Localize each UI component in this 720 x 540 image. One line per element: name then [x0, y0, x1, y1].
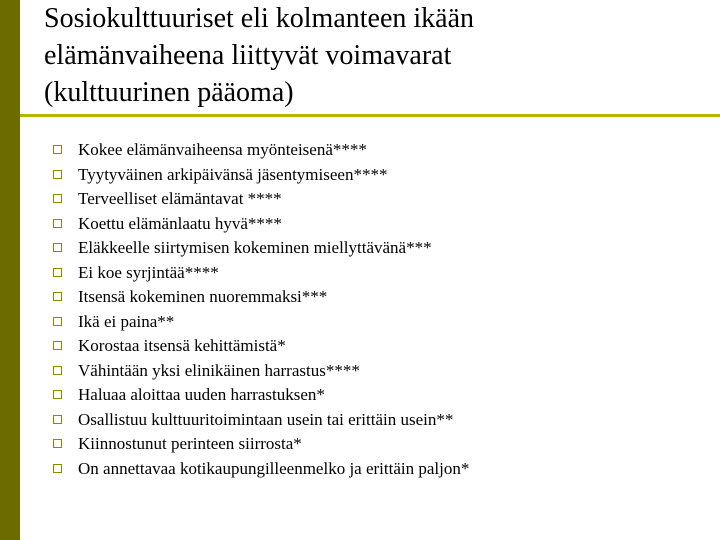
title-line: Sosiokulttuuriset eli kolmanteen ikään [44, 3, 475, 34]
list-item-text: Tyytyväinen arkipäivänsä jäsentymiseen**** [78, 164, 388, 184]
hollow-square-bullet-icon [53, 317, 62, 326]
list-item-text: Ei koe syrjintää**** [78, 262, 219, 282]
hollow-square-bullet-icon [53, 390, 62, 399]
list-item-text: Vähintään yksi elinikäinen harrastus**** [78, 360, 360, 380]
list-item [48, 187, 469, 212]
hollow-square-bullet-icon [53, 219, 62, 228]
title-divider [20, 114, 720, 117]
list-item [48, 457, 469, 482]
list-item [48, 334, 469, 359]
list-item-text: On annettavaa kotikaupungilleenmelko ja erittäin paljon* [78, 458, 470, 478]
hollow-square-bullet-icon [53, 415, 62, 424]
list-item [48, 310, 469, 335]
title-line: elämänvaiheena liittyvät voimavarat [44, 40, 452, 71]
hollow-square-bullet-icon [53, 145, 62, 154]
list-item-text: Korostaa itsensä kehittämistä* [78, 336, 286, 355]
hollow-square-bullet-icon [53, 464, 62, 473]
list-item [48, 163, 469, 188]
list-item [48, 383, 469, 408]
hollow-square-bullet-icon [53, 439, 62, 448]
hollow-square-bullet-icon [53, 170, 62, 179]
slide-title [44, 0, 704, 111]
list-item-text: Kiinnostunut perinteen siirrosta* [78, 434, 302, 453]
hollow-square-bullet-icon [53, 194, 62, 203]
hollow-square-bullet-icon [53, 292, 62, 301]
list-item-text: Kokee elämänvaiheensa myönteisenä**** [78, 140, 367, 159]
list-item-text: Osallistuu kulttuuritoimintaan usein tai erittäin usein** [78, 409, 454, 429]
list-item [48, 432, 469, 457]
hollow-square-bullet-icon [53, 341, 62, 350]
left-accent-bar [0, 0, 20, 540]
list-item [48, 261, 469, 286]
list-item-text: Terveelliset elämäntavat **** [78, 189, 282, 208]
list-item [48, 212, 469, 237]
bullet-list [48, 138, 469, 481]
list-item [48, 359, 469, 384]
hollow-square-bullet-icon [53, 268, 62, 277]
list-item-text: Ikä ei paina** [78, 311, 175, 331]
list-item [48, 285, 469, 310]
hollow-square-bullet-icon [53, 366, 62, 375]
list-item-text: Haluaa aloittaa uuden harrastuksen* [78, 385, 325, 404]
hollow-square-bullet-icon [53, 243, 62, 252]
list-item-text: Eläkkeelle siirtymisen kokeminen miellyttävänä*** [78, 238, 432, 257]
list-item-text: Itsensä kokeminen nuoremmaksi*** [78, 287, 328, 306]
list-item-text: Koettu elämänlaatu hyvä**** [78, 213, 282, 233]
list-item [48, 138, 469, 163]
list-item [48, 408, 469, 433]
list-item [48, 236, 469, 261]
title-line: (kulttuurinen pääoma) [44, 77, 294, 108]
